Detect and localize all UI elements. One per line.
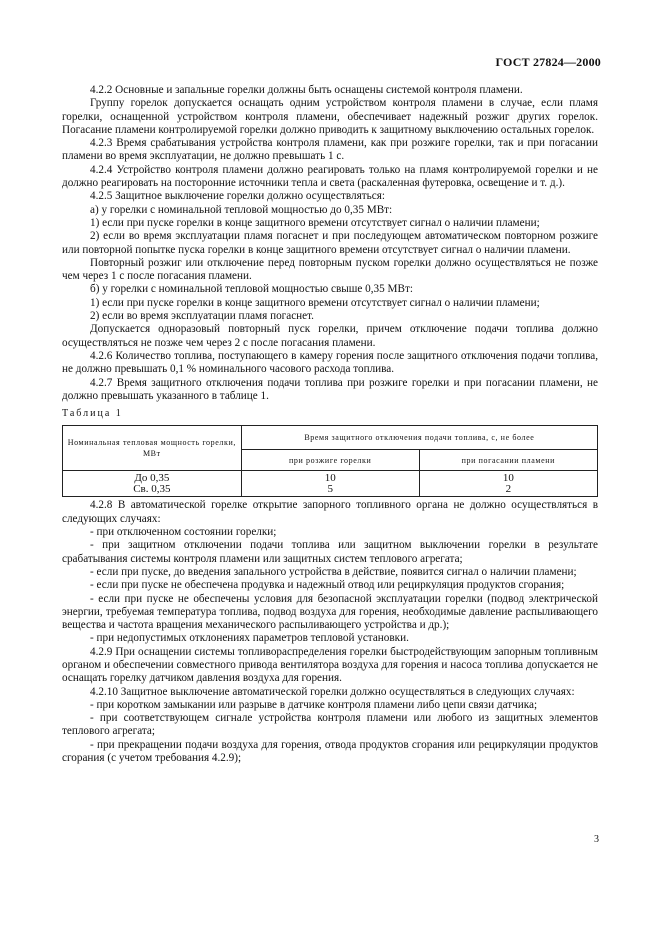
header-shutdown-time: Время защитного отключения подачи топлива, с, не более — [241, 426, 597, 450]
paragraph: - при соответствующем сигнале устройства контроля пламени или любого из защитных элементов теплового агрегата; — [62, 712, 598, 738]
paragraph: 4.2.3 Время срабатывания устройства контроля пламени, как при розжиге горелки, так и при погасании пламени во время эксплуатации, не должно превышать 1 с. — [62, 137, 598, 163]
paragraph: 4.2.8 В автоматической горелке открытие запорного топливного органа не должно осуществляться в следующих случаях: — [62, 499, 598, 525]
section-after-table — [62, 499, 598, 765]
document-code-header: ГОСТ 27824—2000 — [495, 55, 601, 69]
header-at-extinction: при погасании пламени — [419, 449, 597, 470]
header-at-ignition: при розжиге горелки — [241, 449, 419, 470]
paragraph: - если при пуске не обеспечены условия для безопасной эксплуатации горелки (подвод электрической энергии, требуемая температура топлива, подвод воздуха для горения, необходимые давление распыливающего вещества и частота вращения механического распыливающего устройства и др.); — [62, 592, 598, 632]
table-caption: Таблица 1 — [62, 408, 123, 420]
paragraph: - при недопустимых отклонениях параметров тепловой установки. — [90, 632, 409, 645]
paragraph: - при отключенном состоянии горелки; — [90, 526, 277, 539]
cell-power: До 0,35 — [63, 471, 242, 485]
paragraph: - если при пуске не обеспечена продувка и надежный отвод или рециркуляция продуктов сгорания; — [90, 579, 565, 592]
paragraph: - при коротком замыкании или разрыве в датчике контроля пламени либо цепи связи датчика; — [90, 698, 538, 711]
table-row — [63, 471, 598, 485]
paragraph: 4.2.5 Защитное выключение горелки должно осуществляться: — [90, 190, 385, 203]
document-body — [62, 84, 598, 765]
page-number: 3 — [594, 834, 599, 845]
paragraph: 4.2.4 Устройство контроля пламени должно реагировать только на пламя контролируемой горелки и не должно реагировать на посторонние источники тепла и света (раскаленная футеровка, освещение и т. д.). — [62, 163, 598, 190]
paragraph: 2) если во время эксплуатации пламя погаснет и при последующем автоматическом повторном розжиге или повторной попытке пуска горелки в конце защитного времени отсутствует сигнал о наличии пламени. — [62, 230, 598, 256]
cell-power: Св. 0,35 — [63, 484, 242, 497]
paragraph: 4.2.7 Время защитного отключения подачи топлива при розжиге горелки и при погасании пламени, не должно превышать указанного в таблице 1. — [62, 376, 598, 402]
paragraph: 4.2.9 При оснащении системы топливораспределения горелки быстродействующим запорным топливным органом и обеспечении совместного привода вентилятора воздуха для горения и насоса топлива допускается не оснащать горелку датчиком давления воздуха для горения. — [62, 645, 598, 685]
paragraph: 1) если при пуске горелки в конце защитного времени отсутствует сигнал о наличии пламени; — [90, 296, 540, 309]
cell-ignition: 5 — [241, 484, 419, 497]
paragraph: - если при пуске, до введения запального устройства в действие, появится сигнал о наличии пламени; — [90, 565, 577, 578]
paragraph: 2) если во время эксплуатации пламя погаснет. — [90, 310, 314, 323]
paragraph: Группу горелок допускается оснащать одним устройством контроля пламени в случае, если пламя горелки, оснащенной устройством контроля пламени, обеспечивает надежный розжиг других горелок. Погасание пламени контролируемой горелки должно приводить к защитному выключению остальных горелок. — [62, 97, 598, 136]
paragraph: - при прекращении подачи воздуха для горения, отвода продуктов сгорания или рециркуляции продуктов сгорания (с учетом требования 4.2.9); — [62, 738, 598, 765]
section-before-table — [62, 84, 598, 403]
header-nominal-power: Номинальная тепловая мощность горелки, МВт — [63, 426, 242, 471]
cell-extinction: 2 — [419, 484, 597, 497]
cell-extinction: 10 — [419, 471, 597, 485]
paragraph: 4.2.10 Защитное выключение автоматической горелки должно осуществляться в следующих случаях: — [90, 685, 575, 698]
paragraph: Повторный розжиг или отключение перед повторным пуском горелки должно осуществляться не позже чем через 1 с после погасания пламени. — [62, 256, 598, 283]
paragraph: 4.2.2 Основные и запальные горелки должны быть оснащены системой контроля пламени. — [90, 84, 523, 96]
cell-ignition: 10 — [241, 471, 419, 485]
paragraph: б) у горелки с номинальной тепловой мощностью свыше 0,35 МВт: — [90, 283, 413, 296]
table-row — [63, 484, 598, 497]
paragraph: а) у горелки с номинальной тепловой мощностью до 0,35 МВт: — [90, 203, 393, 216]
paragraph: 1) если при пуске горелки в конце защитного времени отсутствует сигнал о наличии пламени; — [90, 216, 540, 229]
paragraph: Допускается одноразовый повторный пуск горелки, причем отключение подачи топлива должно осуществляться не позже чем через 2 с после погасания пламени. — [62, 323, 598, 349]
paragraph: 4.2.6 Количество топлива, поступающего в камеру горения после защитного отключения подачи топлива, не должно превышать 0,1 % номинального часового расхода топлива. — [62, 349, 598, 376]
table-1 — [62, 425, 598, 497]
paragraph: - при защитном отключении подачи топлива или защитном выключении горелки в результате срабатывания системы контроля пламени или защитных систем теплового агрегата; — [62, 539, 598, 565]
